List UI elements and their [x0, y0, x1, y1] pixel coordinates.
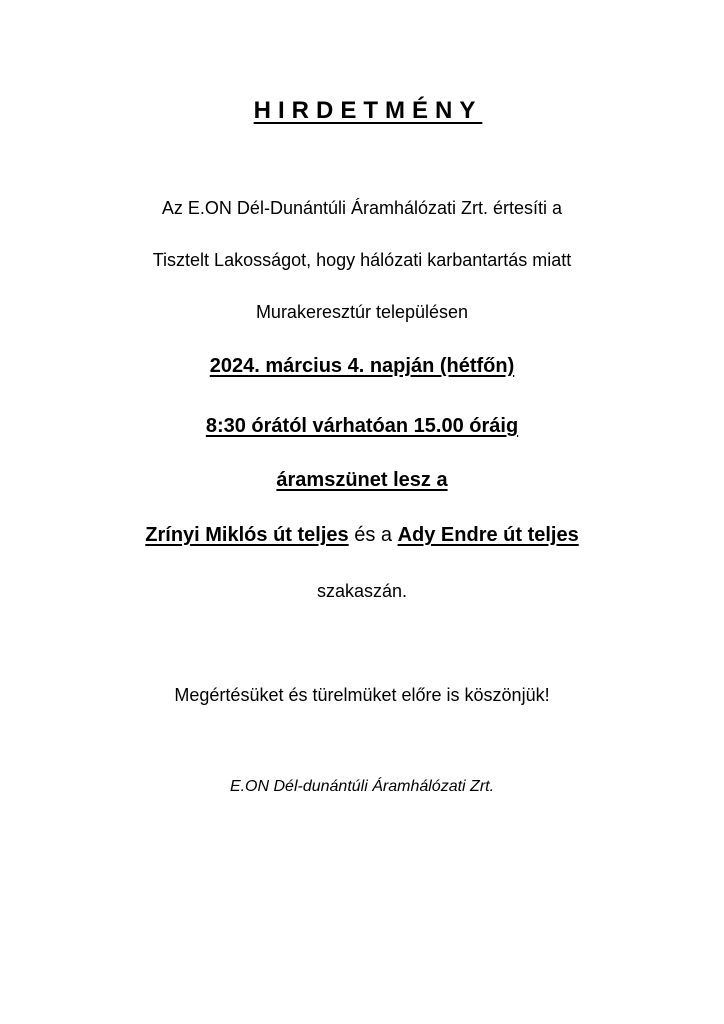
- signature: E.ON Dél-dunántúli Áramhálózati Zrt.: [229, 778, 495, 795]
- notice-title: HIRDETMÉNY: [253, 97, 483, 124]
- outage-date: 2024. március 4. napján (hétfőn): [209, 355, 515, 377]
- outage-time: 8:30 órától várhatóan 15.00 óráig: [205, 415, 519, 437]
- affected-streets: [0, 525, 724, 545]
- street-zrinyi: Zrínyi Miklós út teljes: [145, 524, 349, 546]
- intro-line-1: Az E.ON Dél-Dunántúli Áramhálózati Zrt. értesíti a: [161, 198, 563, 218]
- intro-line-3: Murakeresztúr településen: [255, 302, 469, 322]
- section-line: szakaszán.: [316, 581, 408, 601]
- street-ady: Ady Endre út teljes: [397, 524, 579, 546]
- thanks-line: Megértésüket és türelmüket előre is köszönjük!: [174, 685, 550, 705]
- intro-line-2: Tisztelt Lakosságot, hogy hálózati karbantartás miatt: [152, 250, 572, 270]
- street-connector: és a: [348, 524, 398, 546]
- outage-statement: áramszünet lesz a: [276, 469, 448, 491]
